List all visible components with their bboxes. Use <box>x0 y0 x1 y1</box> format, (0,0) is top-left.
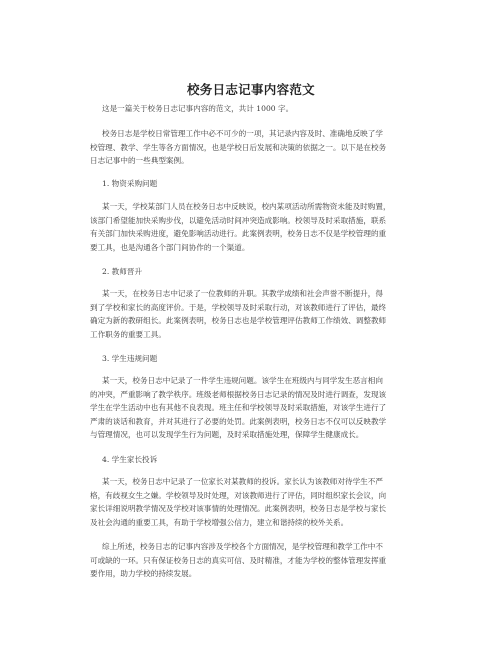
section-heading-3: 3. 学生违规问题 <box>102 354 158 363</box>
section-heading-2: 2. 教师晋升 <box>102 267 143 276</box>
paragraph-line: 日志记事中的一些典型案例。 <box>90 156 189 166</box>
paragraph-line: 格，有歧视女生之嫌。学校领导及时处理，对该教师进行了评估，同时组织家长会议，向 <box>90 490 387 500</box>
document-title: 校务日志记事内容范文 <box>186 82 315 97</box>
section-body-3 <box>90 374 426 442</box>
paragraph-line: 有关部门加快采购进度，避免影响活动进行。此案例表明，校务日志不仅是学校管理的重 <box>90 229 387 239</box>
paragraph-line: 的冲突，严重影响了教学秩序。班级老师根据校务日志记录的情况及时进行调查，发现该 <box>90 389 387 399</box>
paragraph-line: 综上所述，校务日志的记事内容涉及学校各个方面情况，是学校管理和教学工作中不 <box>102 542 383 551</box>
paragraph-line: 可或缺的一环。只有保证校务日志的真实可信、及时精准，才能为学校的整体管理发挥重 <box>90 555 387 565</box>
paragraph-line: 某一天，校务日志中记录了一件学生违规问题。该学生在班级内与同学发生恶言相向 <box>102 376 383 385</box>
paragraph-line: 工作职务的重要工具。 <box>90 329 166 339</box>
intro-line: 这是一篇关于校务日志记事内容的范文，共计 1000 字。 <box>102 104 294 113</box>
paragraph-line: 校管理、教学、学生等各方面情况，也是学校日后发展和决策的依据之一。以下是在校务 <box>90 142 387 152</box>
section-body-1 <box>90 200 426 254</box>
intro-paragraph <box>90 102 426 116</box>
paragraph-line: 及社会沟通的重要工具，有助于学校增强公信力，建立和谐持续的校外关系。 <box>90 517 349 527</box>
paragraph-line: 学生在学生活动中也有其他不良表现。班主任和学校领导及时采取措施，对该学生进行了 <box>90 403 387 413</box>
paragraph-line: 确定为新的教研组长。此案例表明，校务日志也是学校管理评估教师工作绩效、调整教师 <box>90 316 387 326</box>
section-body-2 <box>90 287 426 341</box>
paragraph-line: 严肃的谈话和教育，并对其进行了必要的处罚。此案例表明，校务日志不仅可以反映教学 <box>90 416 387 426</box>
conclusion-paragraph <box>90 540 426 581</box>
paragraph-line: 某一天，学校某部门人员在校务日志中反映说，校内某项活动所需物资未能及时购置， <box>102 202 391 211</box>
paragraph-line: 该部门希望能加快采购步伐，以避免活动时间冲突造成影响。校领导及时采取措施，联系 <box>90 215 387 225</box>
paragraph-line: 要工具，也是沟通各个部门间协作的一个渠道。 <box>90 242 250 252</box>
section-body-4 <box>90 475 426 529</box>
paragraph-line: 某一天，在校务日志中记录了一位教师的升职。其教学成绩和社会声誉不断提升，得 <box>102 289 383 298</box>
paragraph-line: 与管理情况，也可以发现学生行为问题，及时采取措施处理，保障学生健康成长。 <box>90 430 364 440</box>
paragraph-line: 某一天，校务日志中记录了一位家长对某教师的投诉。家长认为该教师对待学生不严 <box>102 477 383 486</box>
paragraph-line: 家长详细说明教学情况及学校对该事情的处理情况。此案例表明，校务日志是学校与家长 <box>90 504 387 514</box>
overview-paragraph <box>90 127 426 168</box>
section-heading-1: 1. 物资采购问题 <box>102 179 158 188</box>
paragraph-line: 要作用，助力学校的持续发展。 <box>90 569 197 579</box>
section-heading-4: 4. 学生家长投诉 <box>102 455 158 464</box>
paragraph-line: 校务日志是学校日常管理工作中必不可少的一项，其记录内容及时、准确地反映了学 <box>102 129 383 138</box>
paragraph-line: 到了学校和家长的高度评价。于是，学校领导及时采取行动，对该教师进行了评估，最终 <box>90 302 387 312</box>
